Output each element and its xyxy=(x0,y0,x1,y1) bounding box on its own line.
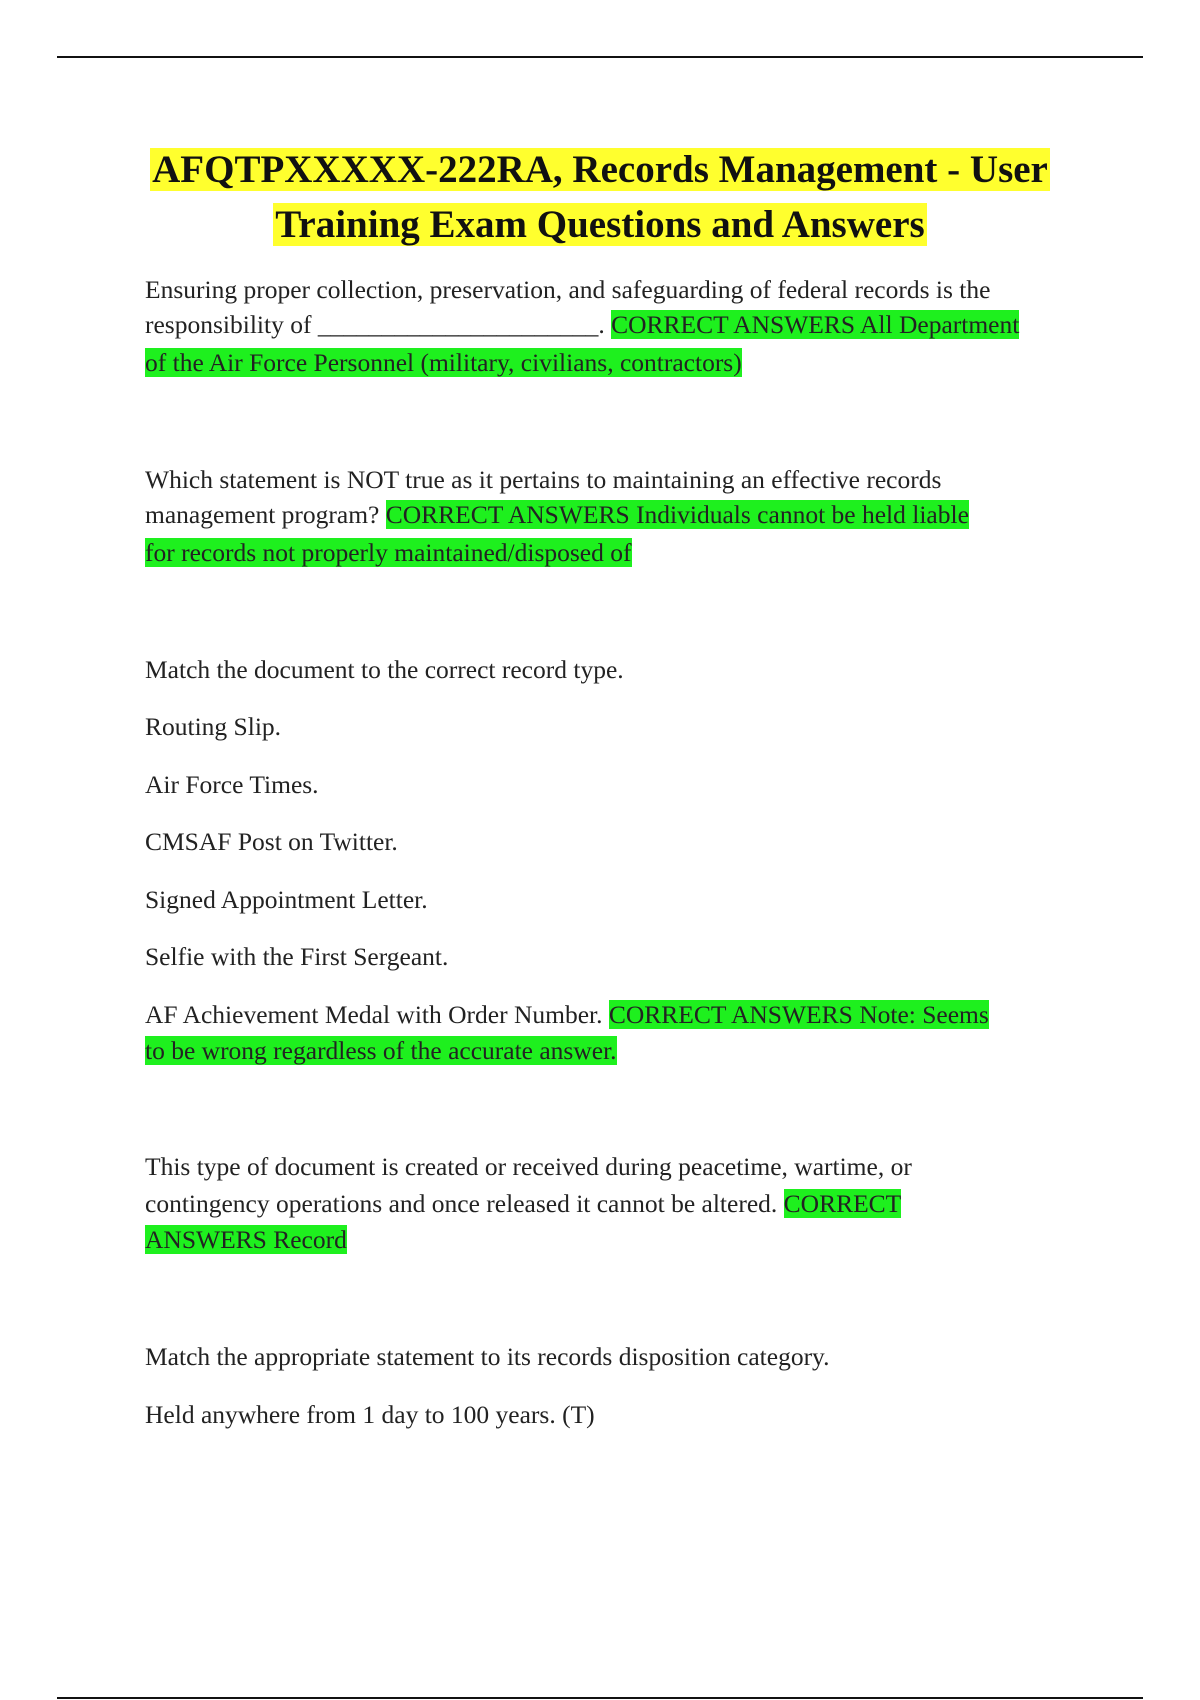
q2-line-2 xyxy=(145,497,1090,533)
q5-item: Held anywhere from 1 day to 100 years. (T) xyxy=(145,1400,595,1429)
q4-answer-part-2: ANSWERS Record xyxy=(145,1225,347,1254)
q3-last-line xyxy=(145,997,1090,1033)
q4-question-end: contingency operations and once released it cannot be altered. xyxy=(145,1189,778,1218)
q3-prompt: Match the document to the correct record type. xyxy=(145,655,624,684)
q3-answer-line xyxy=(145,1033,1090,1069)
q2-line-3 xyxy=(145,535,1090,571)
q2-answer-part-2: for records not properly maintained/disposed of xyxy=(145,538,632,567)
q4-line-2 xyxy=(145,1186,1090,1222)
q3-answer-part-2: to be wrong regardless of the accurate answer. xyxy=(145,1036,617,1065)
q4-line-1: This type of document is created or received during peacetime, wartime, or xyxy=(145,1152,912,1181)
q4-line-3 xyxy=(145,1222,1090,1258)
q1-answer-part-2: of the Air Force Personnel (military, civilians, contractors) xyxy=(145,348,742,377)
title-line-2: Training Exam Questions and Answers xyxy=(275,203,925,246)
q1-question-end: responsibility of ______________________. xyxy=(145,310,605,339)
q2-answer-part-1: CORRECT ANSWERS Individuals cannot be held liable xyxy=(385,500,969,529)
q1-line-3 xyxy=(145,345,1090,381)
q1-line-2 xyxy=(145,307,1090,343)
q3-item: CMSAF Post on Twitter. xyxy=(145,827,398,856)
q3-item: Selfie with the First Sergeant. xyxy=(145,942,449,971)
q2-question-end: management program? xyxy=(145,500,380,529)
q3-item: Air Force Times. xyxy=(145,770,319,799)
q1-answer-part-1: CORRECT ANSWERS All Department xyxy=(611,310,1020,339)
title-line-1: AFQTPXXXXX-222RA, Records Management - User xyxy=(152,148,1048,191)
q3-last-item: AF Achievement Medal with Order Number. xyxy=(145,1000,603,1029)
document-title xyxy=(100,142,1100,252)
q3-item: Signed Appointment Letter. xyxy=(145,885,428,914)
q3-item: Routing Slip. xyxy=(145,712,282,741)
q2-line-1: Which statement is NOT true as it pertains to maintaining an effective records xyxy=(145,465,942,494)
q1-line-1: Ensuring proper collection, preservation, and safeguarding of federal records is the xyxy=(145,275,991,304)
top-rule xyxy=(57,56,1143,58)
q3-answer-part-1: CORRECT ANSWERS Note: Seems xyxy=(608,1000,989,1029)
bottom-rule xyxy=(57,1697,1143,1699)
q5-prompt: Match the appropriate statement to its records disposition category. xyxy=(145,1342,830,1371)
q4-answer-part-1: CORRECT xyxy=(783,1189,902,1218)
